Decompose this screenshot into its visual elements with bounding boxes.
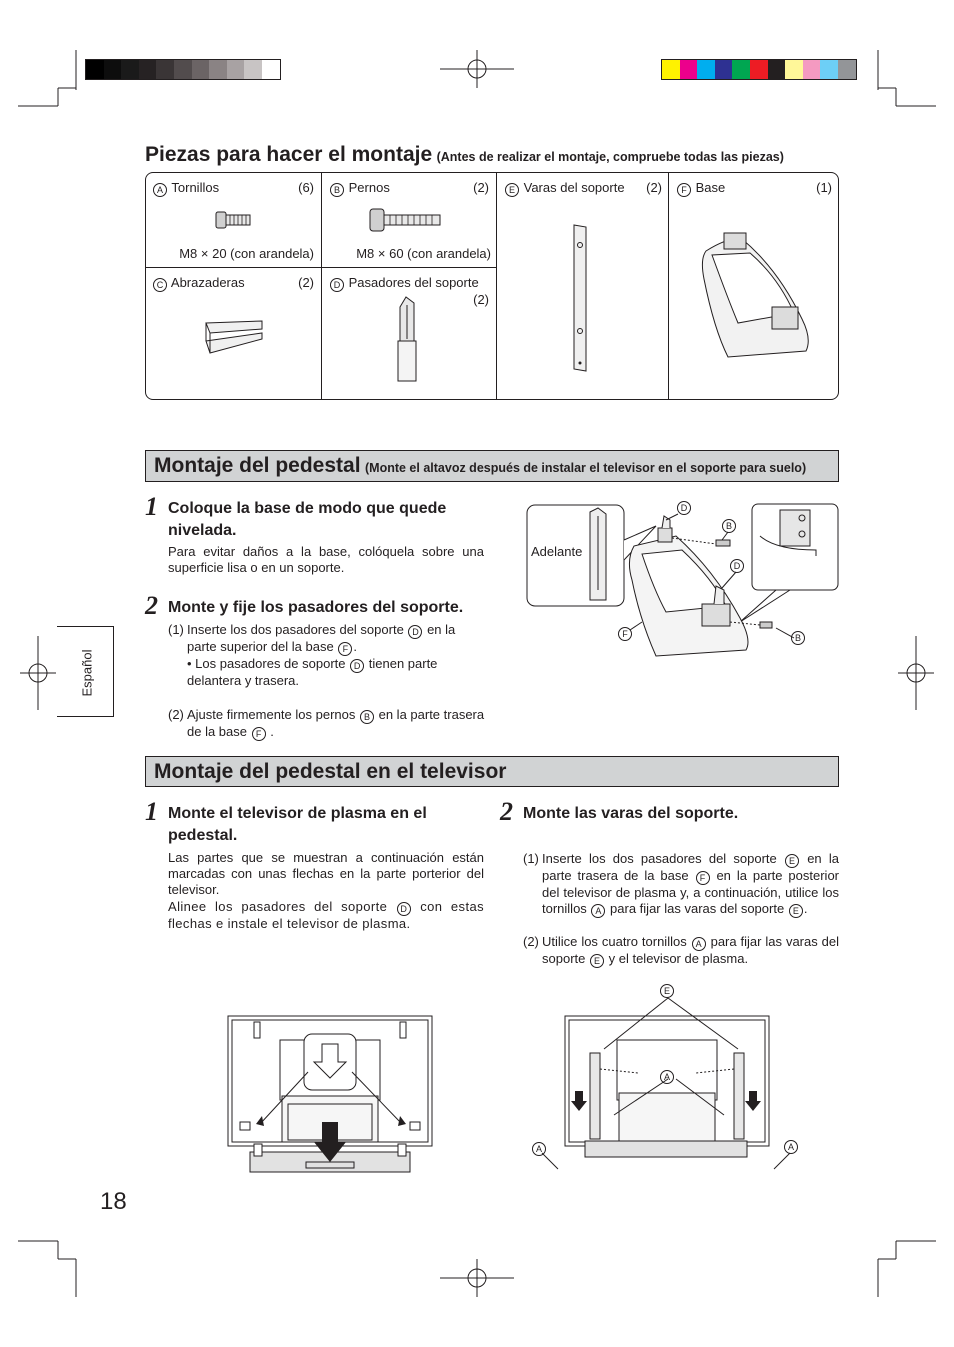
part-qty: (1) <box>816 180 832 195</box>
list-text: para fijar las varas del soporte <box>542 934 840 966</box>
parts-table <box>145 172 839 400</box>
list-text: Inserte los dos pasadores del soporte <box>542 851 777 866</box>
step-body-text: con estas flechas e instale el televisor de plasma. <box>168 899 484 931</box>
step-list: (1) Inserte los dos pasadores del soporte D en la parte superior del la base F . • Los pasadores de soporte D tienen parte delantera y trasera. (2) Ajuste firmemente los pernos B en la parte trasera de la base F . <box>168 622 485 739</box>
color-patch <box>121 60 139 79</box>
callout-d: D <box>730 559 744 573</box>
letter-a: A <box>591 904 605 918</box>
language-label: Español <box>79 649 95 697</box>
part-name: Varas del soporte <box>523 180 625 195</box>
page-number: 18 <box>100 1188 127 1215</box>
part-e <box>504 180 662 197</box>
base-icon <box>698 229 814 363</box>
part-name: Abrazaderas <box>170 275 245 290</box>
step-body: Para evitar daños a la base, colóquela sobre una superficie lisa o en un soporte. <box>168 544 484 575</box>
callout-f: F <box>618 627 632 641</box>
step-title: Coloque la base de modo que quede nivelada. <box>168 500 447 539</box>
color-patch <box>768 60 786 79</box>
part-qty: (6) <box>298 180 314 195</box>
pedestal-subtitle: (Monte el altavoz después de instalar el televisor en el soporte para suelo) <box>365 461 807 475</box>
list-text: Ajuste firmemente los pernos <box>187 707 356 722</box>
letter-d: D <box>408 625 422 639</box>
color-patch <box>139 60 157 79</box>
letter-f: F <box>338 642 352 656</box>
color-patch <box>174 60 192 79</box>
list-text: para fijar las varas del soporte <box>610 901 785 916</box>
parts-subtitle: (Antes de realizar el montaje, compruebe todas las piezas) <box>436 150 784 164</box>
step-body-text: Alinee los pasadores del soporte <box>168 899 388 914</box>
color-patch <box>732 60 750 79</box>
part-qty: (2) <box>473 180 489 195</box>
letter-d: D <box>397 902 411 916</box>
clamp-icon <box>202 319 266 359</box>
letter-f: F <box>252 727 266 741</box>
step-title: Monte y fije los pasadores del soporte. <box>168 599 464 616</box>
pedestal-figure <box>526 500 840 662</box>
part-name: Pasadores del soporte <box>348 275 479 290</box>
callout-a: A <box>532 1142 546 1156</box>
support-rod-icon <box>568 223 592 375</box>
color-patch <box>662 60 680 79</box>
part-letter-c: C <box>153 278 167 292</box>
color-patch <box>244 60 262 79</box>
color-patch <box>192 60 210 79</box>
color-patch <box>262 60 280 79</box>
letter-f: F <box>696 871 710 885</box>
list-num: (2) <box>168 707 184 722</box>
color-patch <box>680 60 698 79</box>
support-pin-icon <box>394 295 420 385</box>
list-text: y el televisor de plasma. <box>608 951 749 966</box>
part-spec: M8 × 60 (con arandela) <box>356 246 491 261</box>
callout-d: D <box>677 501 691 515</box>
part-spec: M8 × 20 (con arandela) <box>179 246 314 261</box>
step-number: 2 <box>500 797 513 826</box>
callout-b: B <box>791 631 805 645</box>
list-text: tienen parte delantera y trasera. <box>187 656 438 688</box>
list-text: en la parte trasera de la base <box>542 851 839 883</box>
grayscale-calibration-bar <box>85 59 281 80</box>
part-name: Base <box>695 180 726 195</box>
color-patch <box>750 60 768 79</box>
list-text: Inserte los dos pasadores del soporte <box>187 622 404 637</box>
part-name: Pernos <box>348 180 390 195</box>
color-patch <box>86 60 104 79</box>
color-patch <box>104 60 122 79</box>
part-name: Tornillos <box>171 180 220 195</box>
part-qty: (2) <box>298 275 314 290</box>
color-patch <box>715 60 733 79</box>
color-patch <box>803 60 821 79</box>
step-body-text: Las partes que se muestran a continuación están marcadas con unas flechas en la parte porterior del televisor. <box>168 850 484 897</box>
list-text: en la parte posterior del televisor de plasma y, a continuación, utilice los tornillos <box>542 868 839 916</box>
language-tab <box>57 626 114 717</box>
tv-section-title: Montaje del pedestal en el televisor <box>154 760 507 783</box>
step-number: 1 <box>145 797 158 826</box>
color-patch <box>838 60 856 79</box>
step-number: 1 <box>145 492 158 521</box>
part-letter-f: F <box>677 183 691 197</box>
part-b <box>329 180 489 197</box>
step-number: 2 <box>145 591 158 620</box>
rod-mount-figure <box>528 983 800 1179</box>
list-num: (1) <box>523 851 539 866</box>
color-calibration-bar <box>661 59 857 80</box>
bolt-icon <box>368 207 444 233</box>
screw-icon <box>214 209 254 231</box>
list-text: • Los pasadores de soporte <box>187 656 346 671</box>
front-label: Adelante <box>531 544 583 559</box>
list-text: en la parte superior del la base <box>187 622 456 654</box>
tv-mount-figure <box>226 1012 436 1178</box>
part-f <box>676 180 832 197</box>
pedestal-title: Montaje del pedestal <box>154 454 361 477</box>
part-a <box>152 180 314 197</box>
list-text: Utilice los cuatro tornillos <box>542 934 687 949</box>
part-qty: (2) <box>473 292 489 307</box>
pedestal-section-header <box>145 450 839 482</box>
letter-b: B <box>360 710 374 724</box>
color-patch <box>209 60 227 79</box>
step-title: Monte las varas del soporte. <box>523 805 739 822</box>
part-letter-b: B <box>330 183 344 197</box>
letter-d: D <box>350 659 364 673</box>
color-patch <box>156 60 174 79</box>
step-title: Monte el televisor de plasma en el pedestal. <box>168 805 427 844</box>
color-patch <box>820 60 838 79</box>
callout-e: E <box>660 984 674 998</box>
part-letter-d: D <box>330 278 344 292</box>
callout-a: A <box>660 1070 674 1084</box>
callout-b: B <box>722 519 736 533</box>
letter-e: E <box>590 954 604 968</box>
letter-e: E <box>789 904 803 918</box>
part-letter-a: A <box>153 183 167 197</box>
list-num: (1) <box>168 622 184 637</box>
list-num: (2) <box>523 934 539 949</box>
color-patch <box>227 60 245 79</box>
step-body <box>168 850 484 932</box>
letter-e: E <box>785 854 799 868</box>
list-text: en la parte trasera de la base <box>187 707 485 739</box>
letter-a: A <box>692 937 706 951</box>
color-patch <box>697 60 715 79</box>
parts-heading <box>145 143 784 167</box>
tv-section-header <box>145 756 839 787</box>
callout-a: A <box>784 1140 798 1154</box>
part-qty: (2) <box>646 180 662 195</box>
part-letter-e: E <box>505 183 519 197</box>
part-c <box>152 275 314 292</box>
step-list: (1) Inserte los dos pasadores del soporte E en la parte trasera de la base F en la parte posterior del televisor de plasma y, a continuación, utilice los tornillos A para fijar las varas del soporte E . (2) Utilice los cuatro tornillos A para fijar las varas del soporte E y el televisor de plasma. <box>523 851 840 966</box>
parts-title: Piezas para hacer el montaje <box>145 143 433 166</box>
color-patch <box>785 60 803 79</box>
